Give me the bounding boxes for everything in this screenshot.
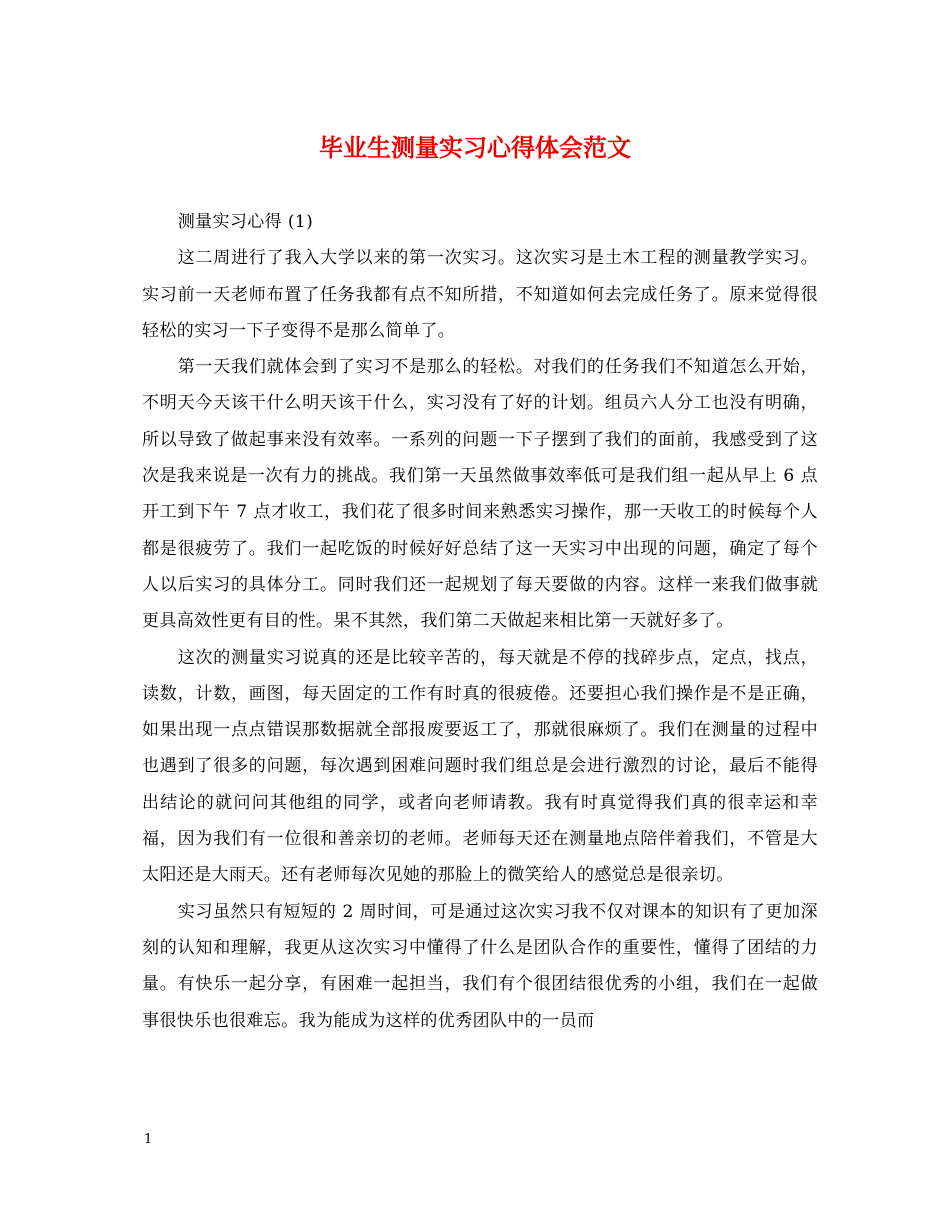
page-number: 1: [144, 1132, 153, 1147]
paragraph: 第一天我们就体会到了实习不是那么的轻松。对我们的任务我们不知道怎么开始，不明天今天该干什么明天该干什么，实习没有了好的计划。组员六人分工也没有明确，所以导致了做起事来没有效率。一系列的问题一下子摆到了我们的面前，我感受到了这次是我来说是一次有力的挑战。我们第一天虽然做事效率低可是我们组一起从早上 6 点开工到下午 7 点才收工，我们花了很多时间来熟悉实习操作，那一天收工的时候每个人都是很疲劳了。我们一起吃饭的时候好好总结了这一天实习中出现的问题，确定了每个人以后实习的具体分工。同时我们还一起规划了每天要做的内容。这样一来我们做事就更具高效性更有目的性。果不其然，我们第二天做起来相比第一天就好多了。: [142, 357, 818, 632]
document-body: [142, 204, 818, 1039]
paragraph: 这二周进行了我入大学以来的第一次实习。这次实习是土木工程的测量教学实习。实习前一天老师布置了任务我都有点不知所措，不知道如何去完成任务了。原来觉得很轻松的实习一下子变得不是那么简单了。: [142, 248, 818, 341]
document-title: 毕业生测量实习心得体会范文: [319, 133, 631, 162]
paragraph: 实习虽然只有短短的 2 周时间，可是通过这次实习我不仅对课本的知识有了更加深刻的认知和理解，我更从这次实习中懂得了什么是团队合作的重要性，懂得了团结的力量。有快乐一起分享，有困难一起担当，我们有个很团结很优秀的小组，我们在一起做事很快乐也很难忘。我为能成为这样的优秀团队中的一员而: [142, 901, 818, 1031]
section-heading: 测量实习心得 (1): [177, 212, 314, 232]
paragraph: 这次的测量实习说真的还是比较辛苦的，每天就是不停的找碎步点，定点，找点，读数，计数，画图，每天固定的工作有时真的很疲倦。还要担心我们操作是不是正确，如果出现一点点错误那数据就全部报废要返工了，那就很麻烦了。我们在测量的过程中也遇到了很多的问题，每次遇到困难问题时我们组总是会进行激烈的讨论，最后不能得出结论的就问问其他组的同学，或者向老师请教。我有时真觉得我们真的很幸运和幸福，因为我们有一位很和善亲切的老师。老师每天还在测量地点陪伴着我们，不管是大太阳还是大雨天。还有老师每次见她的那脸上的微笑给人的感觉总是很亲切。: [142, 647, 818, 886]
